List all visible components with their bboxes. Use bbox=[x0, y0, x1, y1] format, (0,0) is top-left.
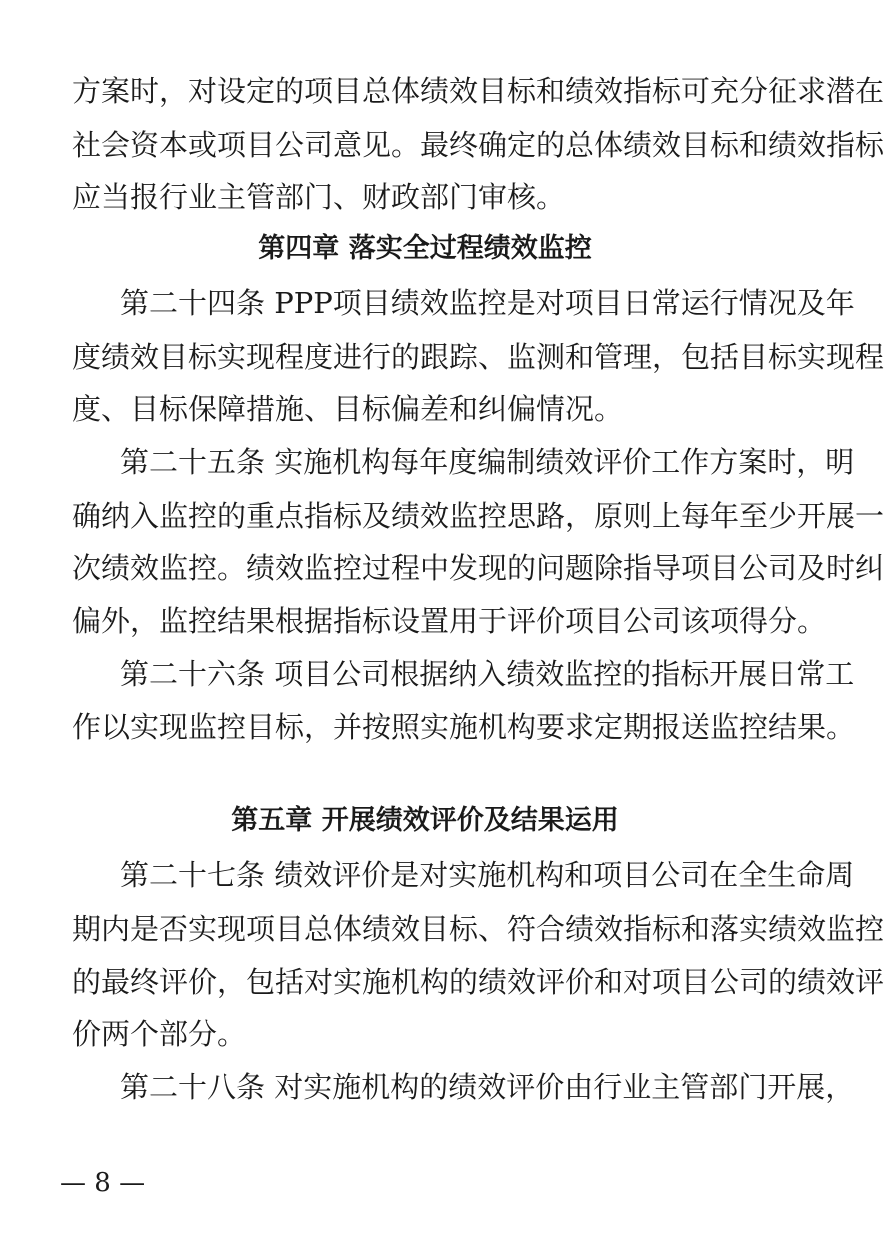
article-start-line: 第二十七条 绩效评价是对实施机构和项目公司在全生命周 bbox=[120, 858, 855, 892]
body-text-line: 社会资本或项目公司意见。最终确定的总体绩效目标和绩效指标 bbox=[72, 128, 884, 162]
body-text-line: 应当报行业主管部门、财政部门审核。 bbox=[72, 180, 566, 214]
body-text-line: 期内是否实现项目总体绩效目标、符合绩效指标和落实绩效监控 bbox=[72, 912, 884, 946]
body-text-line: 的最终评价，包括对实施机构的绩效评价和对项目公司的绩效评 bbox=[72, 965, 884, 999]
body-text-line: 方案时，对设定的项目总体绩效目标和绩效指标可充分征求潜在 bbox=[72, 74, 884, 108]
chapter-heading: 第五章 开展绩效评价及结果运用 bbox=[231, 805, 619, 836]
body-text-line: 度绩效目标实现程度进行的跟踪、监测和管理，包括目标实现程 bbox=[72, 340, 884, 374]
body-text-line: 次绩效监控。绩效监控过程中发现的问题除指导项目公司及时纠 bbox=[72, 551, 884, 585]
article-start-line: 第二十六条 项目公司根据纳入绩效监控的指标开展日常工 bbox=[120, 657, 855, 691]
article-start-line: 第二十四条 PPP项目绩效监控是对项目日常运行情况及年 bbox=[120, 286, 855, 320]
article-start-line: 第二十八条 对实施机构的绩效评价由行业主管部门开展， bbox=[120, 1070, 855, 1104]
body-text-line: 价两个部分。 bbox=[72, 1017, 247, 1051]
body-text-line: 确纳入监控的重点指标及绩效监控思路，原则上每年至少开展一 bbox=[72, 499, 884, 533]
body-text-line: 偏外，监控结果根据指标设置用于评价项目公司该项得分。 bbox=[72, 604, 827, 638]
body-text-line: 度、目标保障措施、目标偏差和纠偏情况。 bbox=[72, 392, 624, 426]
article-start-line: 第二十五条 实施机构每年度编制绩效评价工作方案时，明 bbox=[120, 445, 855, 479]
page-number: — 8 — bbox=[60, 1168, 146, 1198]
chapter-heading: 第四章 落实全过程绩效监控 bbox=[258, 233, 592, 264]
body-text-line: 作以实现监控目标，并按照实施机构要求定期报送监控结果。 bbox=[72, 710, 856, 744]
